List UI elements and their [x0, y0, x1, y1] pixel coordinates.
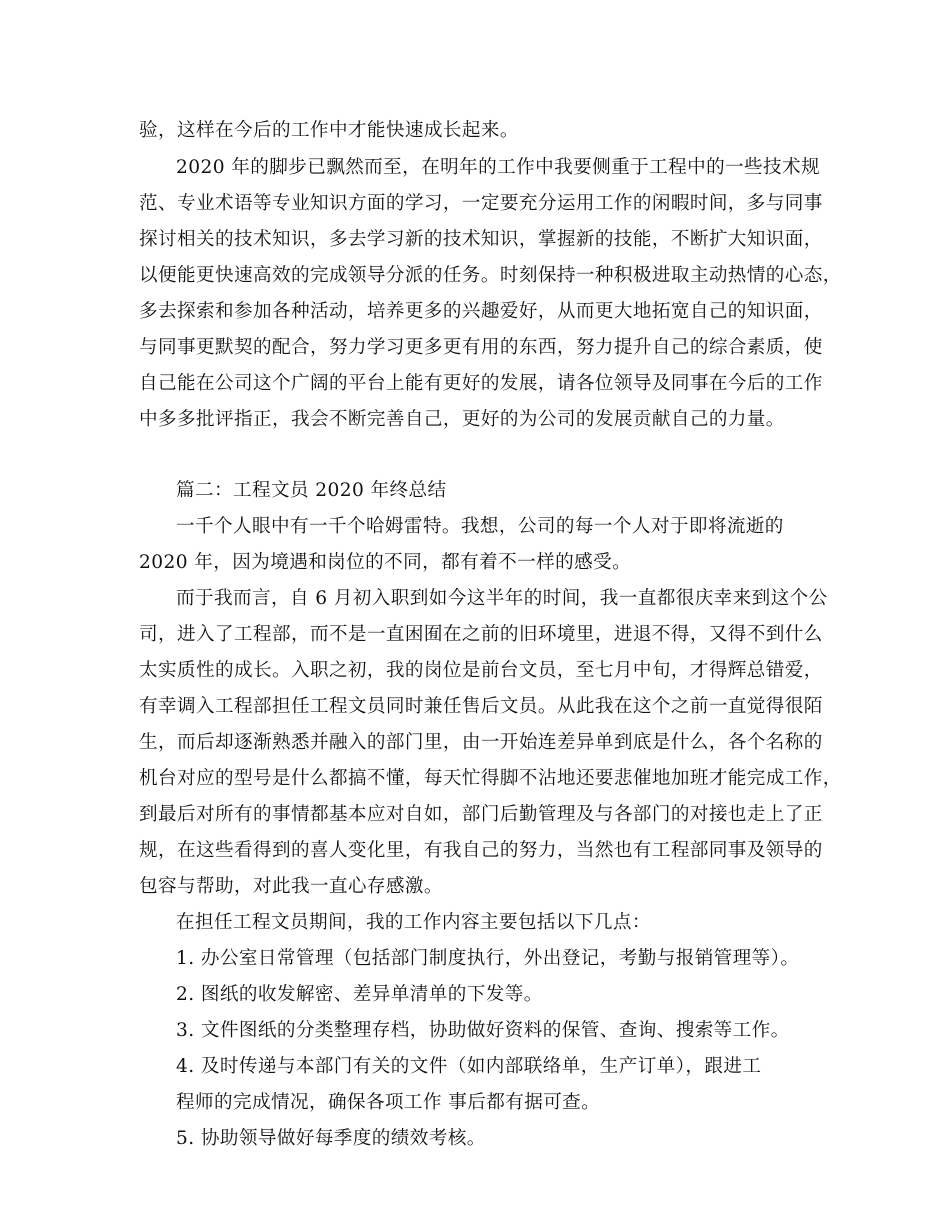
body-text-line: 多去探索和参加各种活动，培养更多的兴趣爱好，从而更大地拓宽自己的知识面，: [139, 301, 823, 322]
list-item: 2. 图纸的收发解密、差异单清单的下发等。: [176, 984, 543, 1005]
body-text-line: 机台对应的型号是什么都搞不懂，每天忙得脚不沾地还要悲催地加班才能完成工作，: [139, 768, 842, 789]
body-text-line: 太实质性的成长。入职之初，我的岗位是前台文员，至七月中旬，才得辉总错爱，: [139, 660, 823, 681]
section-heading: 篇二：工程文员 2020 年终总结: [176, 480, 447, 501]
body-text-line: 包容与帮助，对此我一直心存感激。: [139, 876, 443, 897]
body-text-line: 一千个人眼中有一千个哈姆雷特。我想，公司的每一个人对于即将流逝的: [176, 516, 784, 537]
body-text-line: 生，而后却逐渐熟悉并融入的部门里，由一开始连差异单到底是什么，各个名称的: [139, 732, 823, 753]
body-text-line: 到最后对所有的事情都基本应对自如，部门后勤管理及与各部门的对接也走上了正: [139, 804, 823, 825]
body-text-line: 规，在这些看得到的喜人变化里，有我自己的努力，当然也有工程部同事及领导的: [139, 840, 823, 861]
body-text-line: 验，这样在今后的工作中才能快速成长起来。: [139, 120, 519, 141]
list-item: 3. 文件图纸的分类整理存档，协助做好资料的保管、查询、搜索等工作。: [176, 1020, 790, 1041]
list-item: 1. 办公室日常管理（包括部门制度执行，外出登记，考勤与报销管理等）。: [176, 948, 800, 969]
list-item: 程师的完成情况，确保各项工作 事后都有据可查。: [176, 1092, 601, 1113]
body-text-line: 范、专业术语等专业知识方面的学习，一定要充分运用工作的闲暇时间，多与同事: [139, 193, 823, 214]
body-text-line: 在担任工程文员期间，我的工作内容主要包括以下几点：: [176, 912, 651, 933]
body-text-line: 2020 年的脚步已飘然而至，在明年的工作中我要侧重于工程中的一些技术规: [176, 157, 821, 178]
body-text-line: 与同事更默契的配合，努力学习更多更有用的东西，努力提升自己的综合素质，使: [139, 337, 823, 358]
body-text-line: 以便能更快速高效的完成领导分派的任务。时刻保持一种积极进取主动热情的心态，: [139, 265, 842, 286]
body-text-line: 有幸调入工程部担任工程文员同时兼任售后文员。从此我在这个之前一直觉得很陌: [139, 696, 823, 717]
body-text-line: 2020 年，因为境遇和岗位的不同，都有着不一样的感受。: [139, 552, 632, 573]
body-text-line: 而于我而言，自 6 月初入职到如今这半年的时间，我一直都很庆幸来到这个公: [176, 588, 828, 609]
body-text-line: 司，进入了工程部，而不是一直困囿在之前的旧环境里，进退不得，又得不到什么: [139, 624, 823, 645]
list-item: 5. 协助领导做好每季度的绩效考核。: [176, 1128, 486, 1149]
body-text-line: 中多多批评指正，我会不断完善自己，更好的为公司的发展贡献自己的力量。: [139, 409, 785, 430]
list-item: 4. 及时传递与本部门有关的文件（如内部联络单，生产订单），跟进工: [176, 1056, 762, 1077]
body-text-line: 探讨相关的技术知识，多去学习新的技术知识，掌握新的技能，不断扩大知识面，: [139, 229, 823, 250]
body-text-line: 自己能在公司这个广阔的平台上能有更好的发展，请各位领导及同事在今后的工作: [139, 373, 823, 394]
